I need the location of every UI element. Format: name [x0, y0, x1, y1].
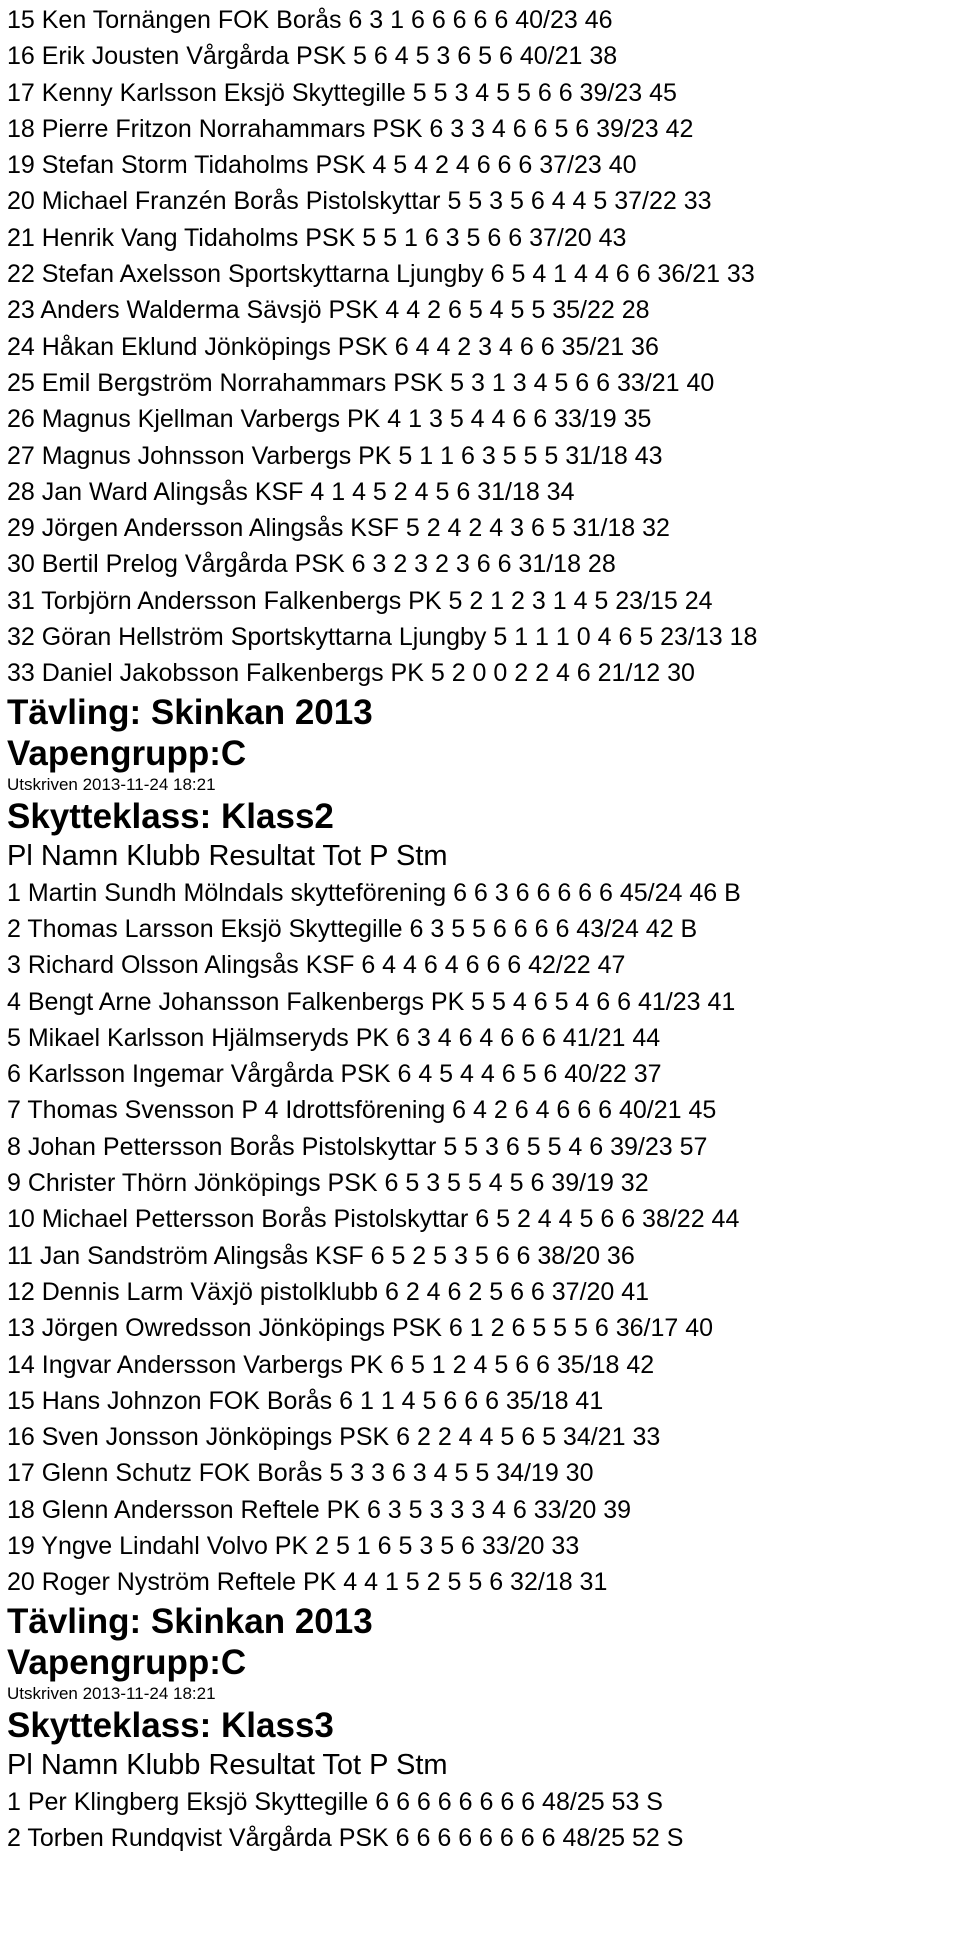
- printed-timestamp: Utskriven 2013-11-24 18:21: [7, 774, 216, 794]
- result-row: 16 Erik Jousten Vårgårda PSK 5 6 4 5 3 6 5 6 40/21 38: [7, 42, 618, 71]
- competition-title: Tävling: Skinkan 2013: [7, 1601, 373, 1641]
- result-row: 12 Dennis Larm Växjö pistolklubb 6 2 4 6 2 5 6 6 37/20 41: [7, 1277, 650, 1306]
- result-row: 10 Michael Pettersson Borås Pistolskyttar 6 5 2 4 4 5 6 6 38/22 44: [7, 1205, 740, 1234]
- result-row: 19 Yngve Lindahl Volvo PK 2 5 1 6 5 3 5 6 33/20 33: [7, 1531, 580, 1560]
- result-row: 4 Bengt Arne Johansson Falkenbergs PK 5 5 4 6 5 4 6 6 41/23 41: [7, 987, 736, 1016]
- result-row: 18 Pierre Fritzon Norrahammars PSK 6 3 3 4 6 6 5 6 39/23 42: [7, 114, 694, 143]
- result-row: 32 Göran Hellström Sportskyttarna Ljungby 5 1 1 1 0 4 6 5 23/13 18: [7, 623, 758, 652]
- section-klass2: [7, 692, 960, 1601]
- result-row: 26 Magnus Kjellman Varbergs PK 4 1 3 5 4 4 6 6 33/19 35: [7, 405, 652, 434]
- result-row: 31 Torbjörn Andersson Falkenbergs PK 5 2 1 2 3 1 4 5 23/15 24: [7, 586, 713, 615]
- result-row: 2 Torben Rundqvist Vårgårda PSK 6 6 6 6 6 6 6 6 48/25 52 S: [7, 1823, 684, 1852]
- result-row: 16 Sven Jonsson Jönköpings PSK 6 2 2 4 4 5 6 5 34/21 33: [7, 1423, 661, 1452]
- shooter-class-title: Skytteklass: Klass2: [7, 796, 334, 836]
- result-row: 5 Mikael Karlsson Hjälmseryds PK 6 3 4 6 4 6 6 6 41/21 44: [7, 1023, 661, 1052]
- column-headers: Pl Namn Klubb Resultat Tot P Stm: [7, 839, 448, 872]
- column-headers: Pl Namn Klubb Resultat Tot P Stm: [7, 1748, 448, 1781]
- result-row: 2 Thomas Larsson Eksjö Skyttegille 6 3 5 5 6 6 6 6 43/24 42 B: [7, 914, 698, 943]
- result-row: 25 Emil Bergström Norrahammars PSK 5 3 1 3 4 5 6 6 33/21 40: [7, 368, 715, 397]
- result-row: 11 Jan Sandström Alingsås KSF 6 5 2 5 3 5 6 6 38/20 36: [7, 1241, 635, 1270]
- result-row: 17 Kenny Karlsson Eksjö Skyttegille 5 5 3 4 5 5 6 6 39/23 45: [7, 78, 677, 107]
- result-row: 17 Glenn Schutz FOK Borås 5 3 3 6 3 4 5 5 34/19 30: [7, 1459, 594, 1488]
- result-row: 27 Magnus Johnsson Varbergs PK 5 1 1 6 3 5 5 5 31/18 43: [7, 441, 663, 470]
- result-row: 30 Bertil Prelog Vårgårda PSK 6 3 2 3 2 3 6 6 31/18 28: [7, 550, 616, 579]
- result-row: 6 Karlsson Ingemar Vårgårda PSK 6 4 5 4 4 6 5 6 40/22 37: [7, 1060, 662, 1089]
- result-row: 20 Michael Franzén Borås Pistolskyttar 5 5 3 5 6 4 4 5 37/22 33: [7, 187, 712, 216]
- continued-results-list: [7, 2, 960, 692]
- result-row: 8 Johan Pettersson Borås Pistolskyttar 5 5 3 6 5 5 4 6 39/23 57: [7, 1132, 708, 1161]
- result-row: 18 Glenn Andersson Reftele PK 6 3 5 3 3 3 4 6 33/20 39: [7, 1495, 632, 1524]
- result-row: 24 Håkan Eklund Jönköpings PSK 6 4 4 2 3 4 6 6 35/21 36: [7, 332, 659, 361]
- result-row: 15 Hans Johnzon FOK Borås 6 1 1 4 5 6 6 6 35/18 41: [7, 1386, 604, 1415]
- result-row: 15 Ken Tornängen FOK Borås 6 3 1 6 6 6 6 6 40/23 46: [7, 6, 613, 34]
- section-klass3: [7, 1601, 960, 1857]
- shooter-class-title: Skytteklass: Klass3: [7, 1705, 334, 1745]
- result-row: 9 Christer Thörn Jönköpings PSK 6 5 3 5 5 4 5 6 39/19 32: [7, 1169, 649, 1198]
- result-row: 23 Anders Walderma Sävsjö PSK 4 4 2 6 5 4 5 5 35/22 28: [7, 296, 650, 325]
- result-row: 3 Richard Olsson Alingsås KSF 6 4 4 6 4 6 6 6 42/22 47: [7, 951, 626, 980]
- result-row: 22 Stefan Axelsson Sportskyttarna Ljungby 6 5 4 1 4 4 6 6 36/21 33: [7, 260, 755, 289]
- result-row: 19 Stefan Storm Tidaholms PSK 4 5 4 2 4 6 6 6 37/23 40: [7, 151, 637, 180]
- competition-title: Tävling: Skinkan 2013: [7, 692, 373, 732]
- result-row: 14 Ingvar Andersson Varbergs PK 6 5 1 2 4 5 6 6 35/18 42: [7, 1350, 655, 1379]
- result-row: 33 Daniel Jakobsson Falkenbergs PK 5 2 0 0 2 2 4 6 21/12 30: [7, 659, 695, 688]
- weapon-group-title: Vapengrupp:C: [7, 1642, 247, 1682]
- result-row: 13 Jörgen Owredsson Jönköpings PSK 6 1 2 6 5 5 5 6 36/17 40: [7, 1314, 714, 1343]
- result-row: 1 Martin Sundh Mölndals skytteförening 6 6 3 6 6 6 6 6 45/24 46 B: [7, 878, 741, 907]
- weapon-group-title: Vapengrupp:C: [7, 733, 247, 773]
- result-row: 21 Henrik Vang Tidaholms PSK 5 5 1 6 3 5 6 6 37/20 43: [7, 223, 627, 252]
- result-row: 1 Per Klingberg Eksjö Skyttegille 6 6 6 6 6 6 6 6 48/25 53 S: [7, 1787, 663, 1816]
- printed-timestamp: Utskriven 2013-11-24 18:21: [7, 1683, 216, 1703]
- result-row: 28 Jan Ward Alingsås KSF 4 1 4 5 2 4 5 6 31/18 34: [7, 477, 575, 506]
- result-row: 20 Roger Nyström Reftele PK 4 4 1 5 2 5 5 6 32/18 31: [7, 1568, 608, 1597]
- result-row: 7 Thomas Svensson P 4 Idrottsförening 6 4 2 6 4 6 6 6 40/21 45: [7, 1096, 717, 1125]
- result-row: 29 Jörgen Andersson Alingsås KSF 5 2 4 2 4 3 6 5 31/18 32: [7, 514, 670, 543]
